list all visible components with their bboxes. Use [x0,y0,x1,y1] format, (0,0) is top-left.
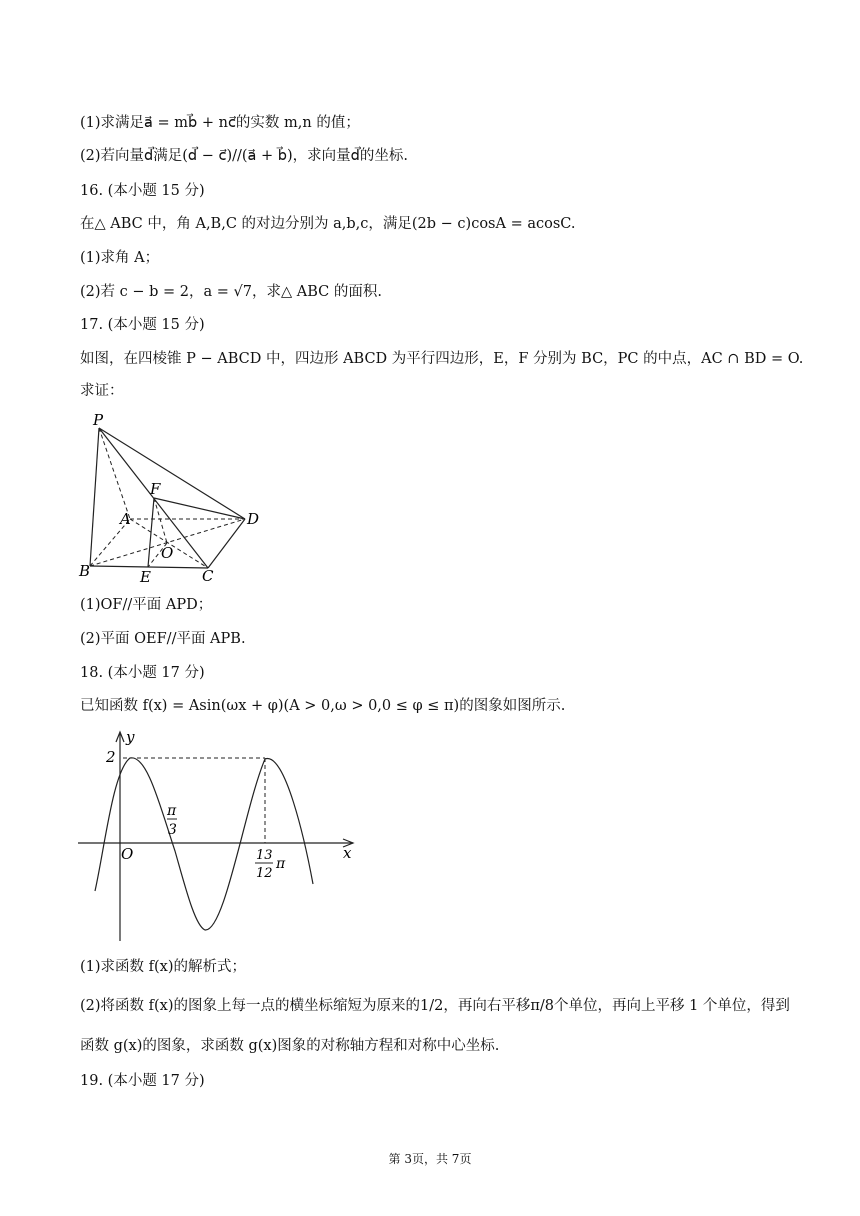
page-footer: 第 3页，共 7页 [388,1152,472,1166]
label-P: P [93,411,104,429]
q17-part2: (2)平面 OEF//平面 APB. [80,631,246,647]
pyramid-figure [70,408,270,588]
q16-heading: 16. (本小题 15 分) [80,183,205,199]
q17-part1: (1)OF//平面 APD； [80,597,213,613]
q18-part2-cont: 函数 g(x)的图象，求函数 g(x)图象的对称轴方程和对称中心坐标. [80,1038,500,1054]
label-F: F [150,480,161,498]
x2-denominator: 12 [256,866,273,881]
q19-heading: 19. (本小题 17 分) [80,1073,205,1089]
q16-stem: 在△ ABC 中，角 A,B,C 的对边分别为 a,b,c，满足(2b − c)cosA = acosC. [80,216,576,232]
label-E: E [140,568,151,586]
label-D: D [247,510,260,528]
q17-heading: 17. (本小题 15 分) [80,317,205,333]
label-B: B [79,562,91,580]
q15-part2: (2)若向量d⃗满足(d⃗ − c⃗)//(a⃗ + b⃗)，求向量d⃗的坐标. [80,148,408,164]
y-axis-label: y [126,728,135,746]
x2-numerator: 13 [256,848,273,863]
q18-part2: (2)将函数 f(x)的图象上每一点的横坐标缩短为原来的1/2，再向右平移π/8个单位，再向上平移 1 个单位，得到 [80,998,790,1014]
q17-stem: 如图，在四棱锥 P − ABCD 中，四边形 ABCD 为平行四边形，E，F 分别为 BC，PC 的中点，AC ∩ BD = O. [80,351,804,367]
pi3-denominator: 3 [168,822,177,838]
sine-graph [75,726,365,946]
label-A: A [120,510,131,528]
q16-part2: (2)若 c − b = 2，a = √7，求△ ABC 的面积. [80,284,382,300]
q17-stem-cont: 求证： [80,383,124,399]
pi3-numerator: π [167,803,177,819]
q15-part1: (1)求满足a⃗ = mb⃗ + nc⃗的实数 m,n 的值； [80,115,360,131]
x2-pi: π [276,856,286,872]
q18-stem: 已知函数 f(x) = Asin(ωx + φ)(A > 0,ω > 0,0 ≤ φ ≤ π)的图象如图所示. [80,698,566,714]
origin-label: O [121,845,134,863]
q16-part1: (1)求角 A； [80,250,160,266]
label-C: C [202,567,214,585]
x-axis-label: x [343,844,352,862]
label-O: O [161,544,174,562]
q18-heading: 18. (本小题 17 分) [80,665,205,681]
max-value-label: 2 [106,748,116,766]
q18-part1: (1)求函数 f(x)的解析式； [80,959,247,975]
